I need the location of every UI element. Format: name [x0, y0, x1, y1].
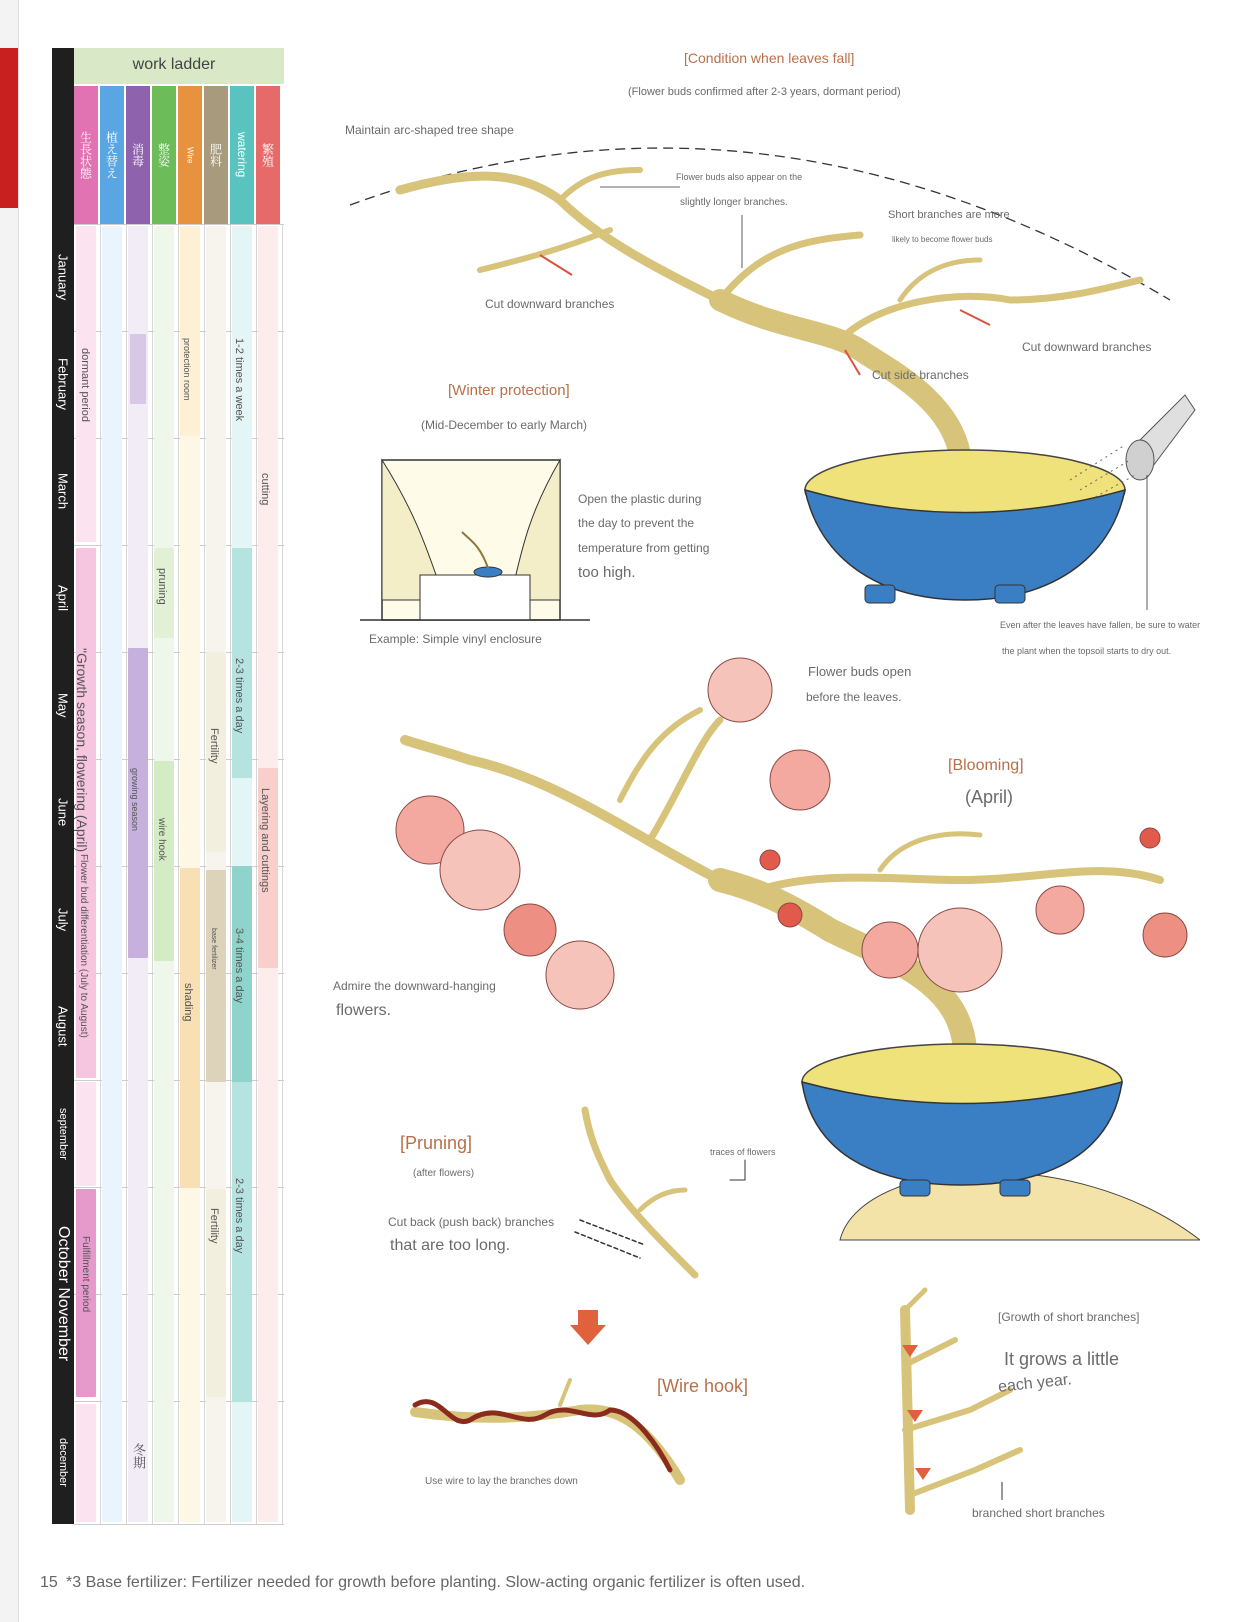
arc-shape-line	[350, 148, 1170, 300]
fertilizer-bar-base	[206, 870, 226, 1082]
watering-can-icon	[1126, 395, 1195, 480]
page-number: 15	[40, 1574, 58, 1591]
shading-bar	[180, 868, 200, 1188]
month-april: April	[55, 585, 71, 612]
winter-note-4: too high.	[578, 564, 636, 581]
cell-growth-season: "Growth season, flowering (April)	[74, 648, 90, 853]
pruning-branch	[575, 1110, 745, 1275]
pot-blooming	[802, 1044, 1200, 1240]
short-branches-note-1: It grows a little	[1004, 1349, 1120, 1369]
cell-fertility-1: Fertility	[208, 728, 220, 764]
column-header-disinfect: 消毒	[126, 86, 150, 224]
wire-title: [Wire hook]	[657, 1376, 749, 1396]
winter-note-2: the day to prevent the	[578, 516, 695, 530]
cell-pruning: pruning	[156, 568, 168, 605]
short-branches-note-2: each year.	[997, 1371, 1073, 1396]
cell-water-4: 2-3 times a day	[233, 1178, 245, 1254]
cell-flower-bud: Flower bud differentiation (July to August)	[78, 854, 89, 1038]
buds-longer-2: slightly longer branches.	[680, 197, 788, 208]
cell-dormant-period: dormant period	[79, 348, 91, 422]
cell-base-fertilizer: base fertilizer	[210, 928, 217, 970]
month-may: May	[55, 693, 71, 718]
buds-open-1: Flower buds open	[808, 664, 912, 679]
down-arrow-icon	[570, 1310, 606, 1345]
admire-2: flowers.	[336, 1002, 392, 1019]
chapter-tab	[0, 48, 18, 208]
pruning-title: [Pruning]	[400, 1133, 473, 1153]
winter-subtitle: (Mid-December to early March)	[421, 418, 588, 432]
cell-wire-hook: wire hook	[156, 818, 167, 861]
blossoms	[396, 658, 1187, 1009]
water-note-2: the plant when the topsoil starts to dry out.	[1002, 646, 1172, 656]
page-edge	[0, 0, 19, 1622]
column-header-propagation: 繁殖	[256, 86, 280, 224]
month-december: december	[57, 1438, 69, 1487]
wire-note: Use wire to lay the branches down	[425, 1476, 578, 1487]
footnote: *3 Base fertilizer: Fertilizer needed for growth before planting. Slow-acting organic fertilizer is often used.	[66, 1574, 806, 1591]
column-header-repot: 植え替え	[100, 86, 124, 224]
cell-protection: protection room	[182, 338, 192, 401]
column-header-wire: Wire	[178, 86, 202, 224]
short-more-1: Short branches are more	[888, 209, 1010, 221]
wire-hook-branch	[415, 1380, 680, 1480]
cell-winter: 冬期	[131, 1443, 146, 1469]
month-august: August	[55, 1006, 71, 1047]
column-header-growth: 生長状態	[74, 86, 98, 224]
admire-1: Admire the downward-hanging	[333, 979, 496, 993]
month-july: July	[55, 907, 71, 932]
column-header-watering: watering	[230, 86, 254, 224]
cell-fertility-2: Fertility	[208, 1208, 220, 1244]
cut-downward-right: Cut downward branches	[1022, 340, 1152, 354]
short-more-2: likely to become flower buds	[892, 235, 993, 244]
vinyl-enclosure	[360, 460, 590, 620]
cell-cutting: cutting	[259, 473, 271, 506]
blooming-subtitle: (April)	[965, 787, 1013, 807]
leaves-fall-subtitle: (Flower buds confirmed after 2-3 years, dormant period)	[628, 86, 901, 98]
month-january: January	[55, 254, 71, 301]
short-branches-title: [Growth of short branches]	[998, 1310, 1140, 1324]
pruning-note-1: Cut back (push back) branches	[388, 1215, 555, 1229]
leaves-fall-title: [Condition when leaves fall]	[684, 50, 855, 66]
cell-water-1: 1-2 times a week	[233, 338, 245, 422]
arc-label: Maintain arc-shaped tree shape	[345, 123, 514, 137]
buds-longer-1: Flower buds also appear on the	[676, 172, 803, 182]
shaping-bar-wire	[154, 761, 174, 961]
winter-note-3: temperature from getting	[578, 541, 710, 555]
pruning-subtitle: (after flowers)	[413, 1168, 475, 1179]
column-header-shaping: 整姿	[152, 86, 176, 224]
cell-growing-season: growing season	[130, 768, 140, 832]
buds-open-2: before the leaves.	[806, 690, 902, 704]
cell-layering: Layering and cuttings	[259, 788, 271, 893]
blooming-title: [Blooming]	[948, 757, 1024, 774]
month-march: March	[55, 473, 71, 510]
short-branches-label: branched short branches	[972, 1506, 1105, 1520]
month-october-november: October November	[55, 1226, 72, 1362]
winter-title: [Winter protection]	[448, 382, 570, 399]
winter-note-1: Open the plastic during	[578, 492, 702, 506]
disinfect-bar-winter	[130, 334, 146, 404]
dormant-tree	[400, 170, 1140, 455]
month-february: February	[55, 358, 71, 411]
cut-downward-left: Cut downward branches	[485, 297, 615, 311]
winter-example: Example: Simple vinyl enclosure	[369, 632, 542, 646]
water-note-1: Even after the leaves have fallen, be sure to water	[1000, 620, 1201, 630]
cell-water-2: 2-3 times a day	[233, 658, 245, 734]
cell-fulfillment: Fulfillment period	[80, 1236, 91, 1313]
month-june: June	[55, 798, 71, 827]
table-title-row	[74, 48, 284, 84]
column-header-fertilizer: 肥料	[204, 86, 228, 224]
month-september: september	[57, 1107, 69, 1160]
table-title: work ladder	[132, 56, 216, 73]
cell-shading: shading	[182, 983, 194, 1022]
pruning-note-2: that are too long.	[390, 1237, 511, 1254]
cut-side-branches: Cut side branches	[872, 368, 969, 382]
traces-of-flowers: traces of flowers	[710, 1147, 776, 1157]
work-ladder-table	[52, 48, 284, 1524]
cell-water-3: 3-4 times a day	[233, 928, 245, 1004]
pot-dormant	[805, 450, 1125, 603]
